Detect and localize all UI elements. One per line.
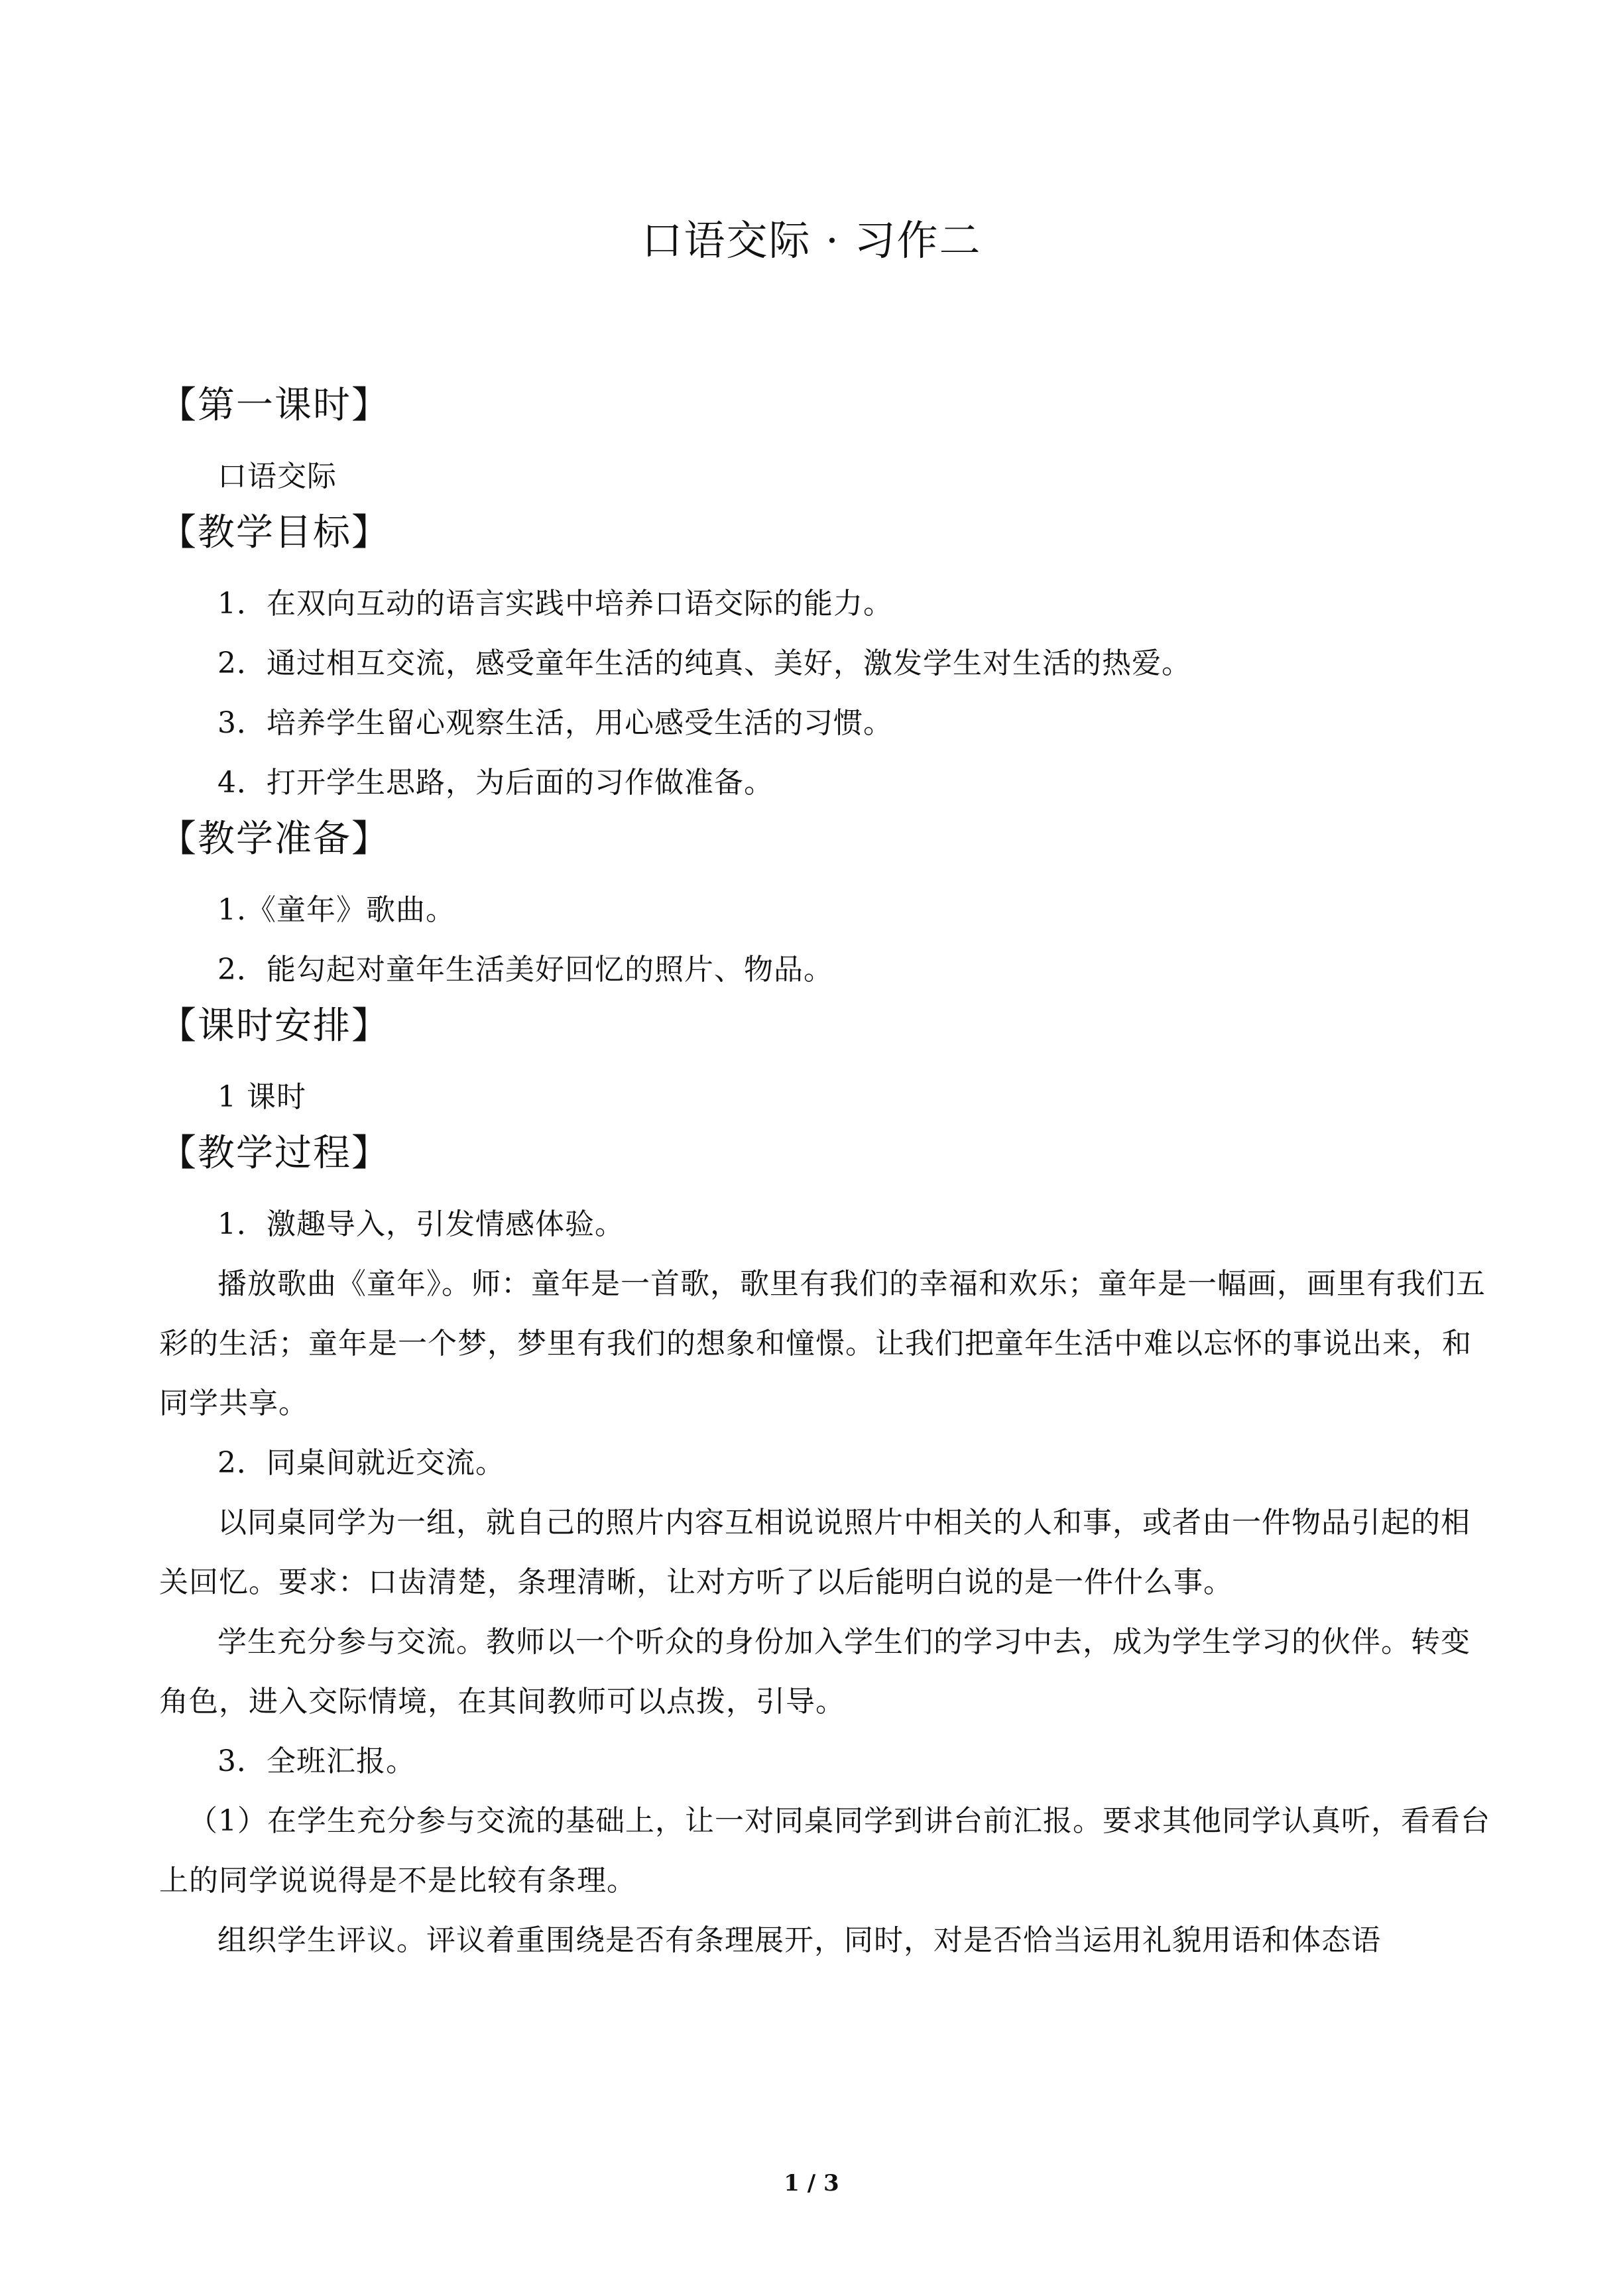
list-item: 2．通过相互交流，感受童年生活的纯真、美好，激发学生对生活的热爱。 <box>217 646 1191 680</box>
list-item: 4．打开学生思路，为后面的习作做准备。 <box>217 766 774 800</box>
page-number: 1 / 3 <box>784 2170 839 2197</box>
paragraph: （1）在学生充分参与交流的基础上，让一对同桌同学到讲台前汇报。要求其他同学认真听，看看台上的同学说说得是不是比较有条理。 <box>159 1804 1490 1898</box>
paragraph: 学生充分参与交流。教师以一个听众的身份加入学生们的学习中去，成为学生学习的伙伴。转变角色，进入交际情境，在其间教师可以点拨，引导。 <box>159 1625 1471 1719</box>
document-body <box>159 379 1492 1970</box>
list-item: 2．能勾起对童年生活美好回忆的照片、物品。 <box>217 953 833 987</box>
list-item: 2．同桌间就近交流。 <box>217 1446 505 1480</box>
section-heading-goals: 【教学目标】 <box>159 511 390 554</box>
section-heading-prep: 【教学准备】 <box>159 817 390 861</box>
paragraph: 口语交际 <box>217 459 337 493</box>
paragraph: 播放歌曲《童年》。师：童年是一首歌，歌里有我们的幸福和欢乐；童年是一幅画，画里有我们五彩的生活；童年是一个梦，梦里有我们的想象和憧憬。让我们把童年生活中难以忘怀的事说出来，和同学共享。 <box>159 1267 1486 1420</box>
list-item: 1．在双向互动的语言实践中培养口语交际的能力。 <box>217 587 893 621</box>
paragraph: 1 课时 <box>217 1080 306 1114</box>
section-heading-schedule: 【课时安排】 <box>159 1004 390 1048</box>
list-item: 3．培养学生留心观察生活，用心感受生活的习惯。 <box>217 706 893 740</box>
list-item: 3．全班汇报。 <box>217 1744 416 1778</box>
list-item: 1.《童年》歌曲。 <box>217 893 455 927</box>
paragraph: 以同桌同学为一组，就自己的照片内容互相说说照片中相关的人和事，或者由一件物品引起的相关回忆。要求：口齿清楚，条理清晰，让对方听了以后能明白说的是一件什么事。 <box>159 1506 1471 1599</box>
list-item: 1．激趣导入，引发情感体验。 <box>217 1207 625 1241</box>
paragraph: 组织学生评议。评议着重围绕是否有条理展开，同时，对是否恰当运用礼貌用语和体态语 <box>217 1923 1381 1957</box>
section-heading-process: 【教学过程】 <box>159 1132 390 1175</box>
document-title: 口语交际 · 习作二 <box>641 216 982 265</box>
section-heading-lesson1: 【第一课时】 <box>159 384 390 427</box>
